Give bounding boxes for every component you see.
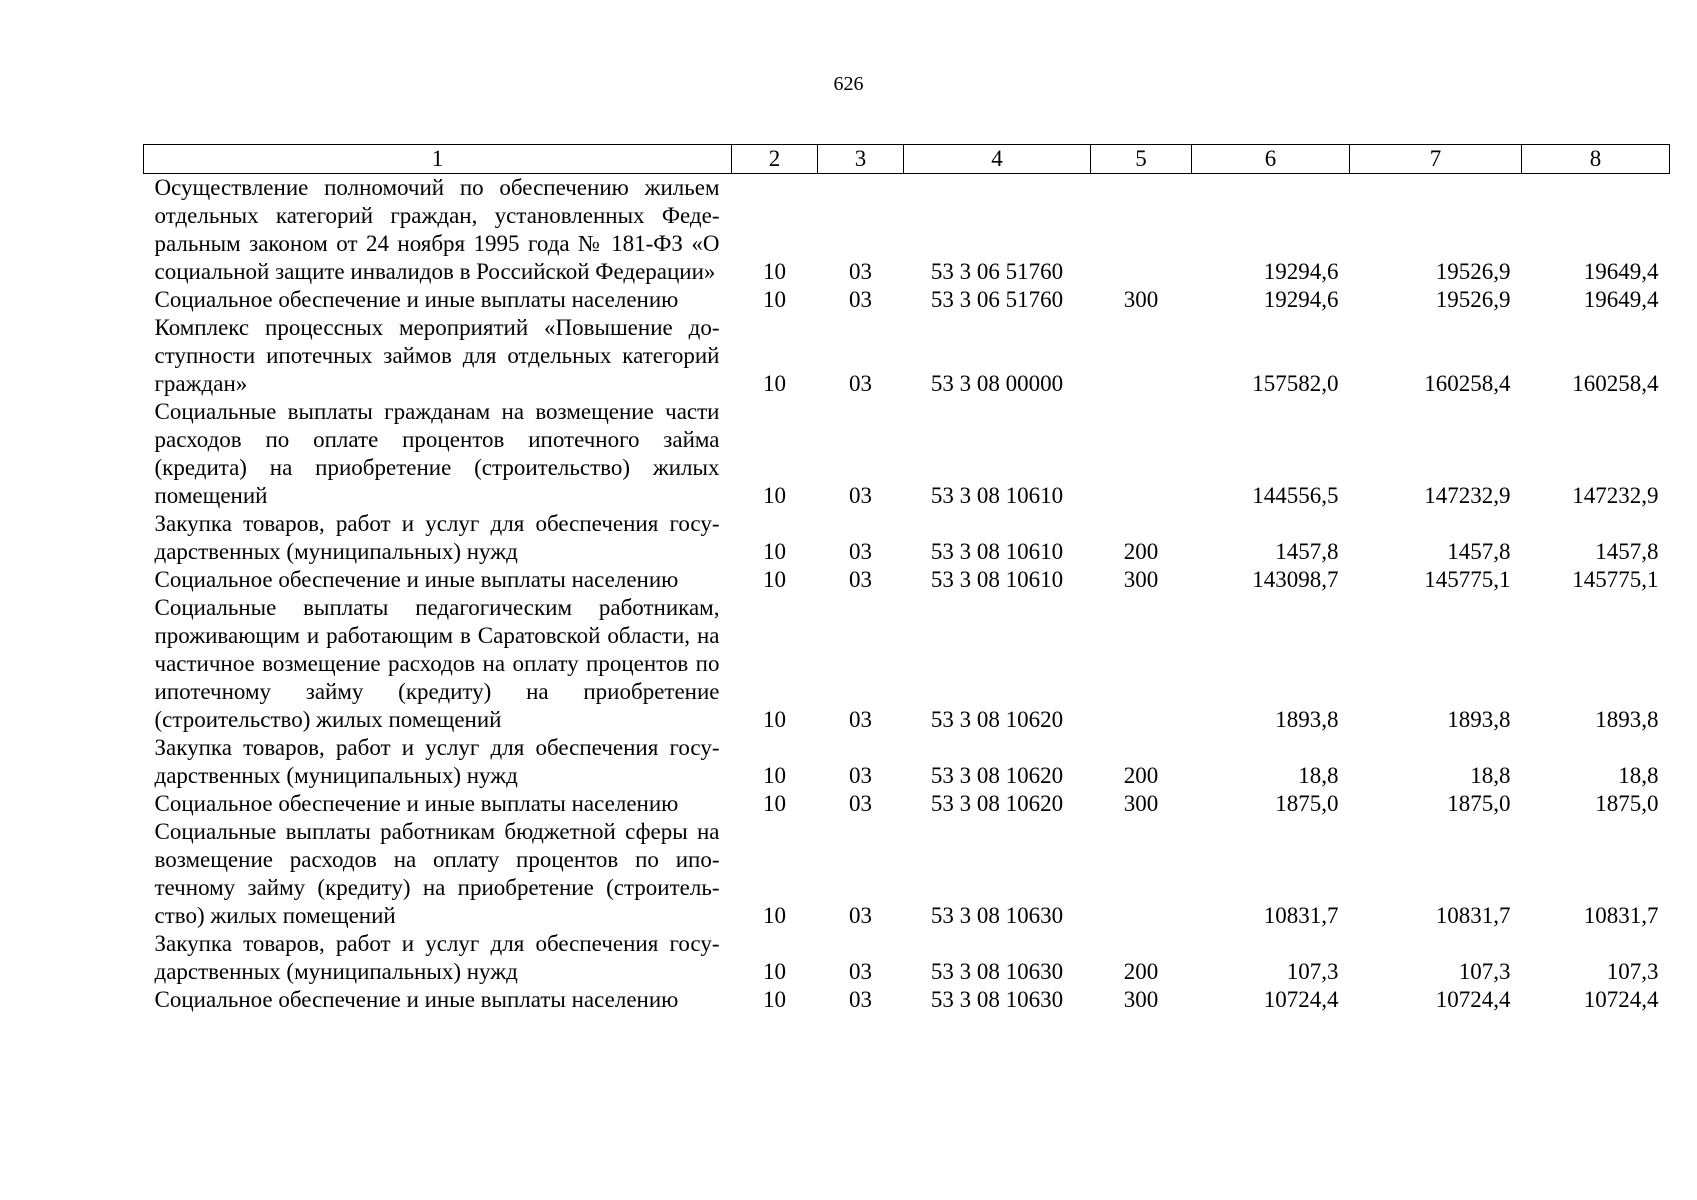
table-row — [144, 398, 1670, 510]
amount-year-1: 144556,5 — [1252, 483, 1339, 508]
amount-year-3: 160258,4 — [1572, 371, 1659, 396]
subsection-code: 03 — [849, 539, 872, 564]
table-row — [144, 286, 1670, 314]
expense-type-code: 300 — [1123, 791, 1159, 816]
amount-year-2: 1893,8 — [1447, 707, 1511, 732]
amount-year-3: 19649,4 — [1583, 259, 1659, 284]
amount-year-2: 10831,7 — [1435, 903, 1511, 928]
target-article-code: 53 3 06 51760 — [930, 287, 1064, 312]
row-name: Социальное обеспечение и иные выплаты населению — [154, 791, 679, 816]
amount-year-2: 145775,1 — [1424, 567, 1511, 592]
row-name: Социальные выплаты работникам бюджетной сферы на возмещение расходов на оплату процентов по ипотечному займу (кредиту) на приобретение (строительство) жилых помещений — [154, 819, 720, 928]
target-article-code: 53 3 08 00000 — [930, 371, 1064, 396]
amount-year-1: 107,3 — [1286, 959, 1339, 984]
amount-year-1: 1893,8 — [1275, 707, 1339, 732]
table-row — [144, 594, 1670, 734]
row-name: Закупка товаров, работ и услуг для обеспечения государственных (муниципальных) нужд — [154, 511, 720, 564]
amount-year-2: 18,8 — [1470, 763, 1511, 788]
row-name: Социальное обеспечение и иные выплаты населению — [154, 567, 679, 592]
row-name: Закупка товаров, работ и услуг для обеспечения государственных (муниципальных) нужд — [154, 735, 720, 788]
table-row — [144, 790, 1670, 818]
subsection-code: 03 — [849, 567, 872, 592]
column-header: 8 — [1522, 145, 1670, 174]
table-body — [144, 174, 1670, 1015]
target-article-code: 53 3 08 10610 — [930, 539, 1064, 564]
subsection-code: 03 — [849, 371, 872, 396]
section-code: 10 — [763, 987, 786, 1012]
subsection-code: 03 — [849, 259, 872, 284]
target-article-code: 53 3 08 10610 — [930, 567, 1064, 592]
row-name: Комплекс процессных мероприятий «Повышение доступности ипотечных займов для отдельных категорий граждан» — [154, 315, 720, 396]
column-header: 7 — [1350, 145, 1522, 174]
subsection-code: 03 — [849, 791, 872, 816]
amount-year-3: 147232,9 — [1572, 483, 1659, 508]
table-row — [144, 986, 1670, 1014]
amount-year-1: 143098,7 — [1252, 567, 1339, 592]
section-code: 10 — [763, 371, 786, 396]
amount-year-1: 10724,4 — [1263, 987, 1339, 1012]
header-row — [144, 145, 1670, 174]
amount-year-2: 19526,9 — [1435, 259, 1511, 284]
amount-year-1: 19294,6 — [1263, 259, 1339, 284]
section-code: 10 — [763, 287, 786, 312]
section-code: 10 — [763, 483, 786, 508]
amount-year-3: 10724,4 — [1583, 987, 1659, 1012]
subsection-code: 03 — [849, 483, 872, 508]
budget-table — [143, 144, 1670, 1014]
expense-type-code: 300 — [1123, 567, 1159, 592]
column-header: 4 — [904, 145, 1091, 174]
expense-type-code — [1091, 314, 1192, 398]
row-name: Закупка товаров, работ и услуг для обеспечения государственных (муниципальных) нужд — [154, 931, 720, 984]
subsection-code: 03 — [849, 903, 872, 928]
amount-year-2: 147232,9 — [1424, 483, 1511, 508]
amount-year-1: 19294,6 — [1263, 287, 1339, 312]
expense-type-code: 200 — [1123, 539, 1159, 564]
table-row — [144, 818, 1670, 930]
amount-year-1: 18,8 — [1298, 763, 1339, 788]
target-article-code: 53 3 08 10620 — [930, 763, 1064, 788]
amount-year-3: 145775,1 — [1572, 567, 1659, 592]
target-article-code: 53 3 08 10630 — [930, 987, 1064, 1012]
amount-year-2: 160258,4 — [1424, 371, 1511, 396]
amount-year-1: 1875,0 — [1275, 791, 1339, 816]
amount-year-2: 10724,4 — [1435, 987, 1511, 1012]
expense-type-code: 200 — [1123, 959, 1159, 984]
table-row — [144, 930, 1670, 986]
amount-year-2: 1875,0 — [1447, 791, 1511, 816]
section-code: 10 — [763, 763, 786, 788]
amount-year-3: 18,8 — [1618, 763, 1659, 788]
row-name: Социальное обеспечение и иные выплаты населению — [154, 987, 679, 1012]
section-code: 10 — [763, 903, 786, 928]
target-article-code: 53 3 06 51760 — [930, 259, 1064, 284]
expense-type-code — [1091, 818, 1192, 930]
table-row — [144, 314, 1670, 398]
amount-year-2: 19526,9 — [1435, 287, 1511, 312]
subsection-code: 03 — [849, 987, 872, 1012]
amount-year-3: 1875,0 — [1595, 791, 1659, 816]
column-header: 3 — [818, 145, 904, 174]
amount-year-2: 107,3 — [1458, 959, 1511, 984]
amount-year-3: 19649,4 — [1583, 287, 1659, 312]
amount-year-3: 10831,7 — [1583, 903, 1659, 928]
subsection-code: 03 — [849, 287, 872, 312]
row-name: Социальные выплаты педагогическим работникам, проживающим и работающим в Саратовской области, на частичное возмещение расходов на оплату процентов по ипотечному займу (кредиту) на приобретение (строительство) жилых помещений — [154, 595, 720, 732]
section-code: 10 — [763, 791, 786, 816]
amount-year-2: 1457,8 — [1447, 539, 1511, 564]
amount-year-3: 1893,8 — [1595, 707, 1659, 732]
expense-type-code: 300 — [1123, 287, 1159, 312]
target-article-code: 53 3 08 10630 — [930, 903, 1064, 928]
expense-type-code — [1091, 594, 1192, 734]
amount-year-3: 107,3 — [1606, 959, 1659, 984]
column-header: 5 — [1091, 145, 1192, 174]
expense-type-code: 300 — [1123, 987, 1159, 1012]
subsection-code: 03 — [849, 959, 872, 984]
row-name: Социальное обеспечение и иные выплаты населению — [154, 287, 679, 312]
subsection-code: 03 — [849, 707, 872, 732]
amount-year-1: 157582,0 — [1252, 371, 1339, 396]
column-header: 6 — [1192, 145, 1350, 174]
page-number: 626 — [833, 73, 864, 95]
target-article-code: 53 3 08 10620 — [930, 791, 1064, 816]
table-row — [144, 174, 1670, 287]
table-row — [144, 566, 1670, 594]
amount-year-3: 1457,8 — [1595, 539, 1659, 564]
column-header: 1 — [144, 145, 732, 174]
column-header: 2 — [732, 145, 818, 174]
section-code: 10 — [763, 259, 786, 284]
expense-type-code — [1091, 398, 1192, 510]
subsection-code: 03 — [849, 763, 872, 788]
section-code: 10 — [763, 959, 786, 984]
table-row — [144, 734, 1670, 790]
amount-year-1: 1457,8 — [1275, 539, 1339, 564]
expense-type-code: 200 — [1123, 763, 1159, 788]
target-article-code: 53 3 08 10620 — [930, 707, 1064, 732]
target-article-code: 53 3 08 10610 — [930, 483, 1064, 508]
amount-year-1: 10831,7 — [1263, 903, 1339, 928]
row-name: Осуществление полномочий по обеспечению жильем отдельных категорий граждан, установленных Федеральным законом от 24 ноября 1995 года № 181-ФЗ «О социальной защите инвалидов в Российской Федерации» — [154, 175, 720, 284]
section-code: 10 — [763, 539, 786, 564]
expense-type-code — [1091, 174, 1192, 287]
row-name: Социальные выплаты гражданам на возмещение части расходов по оплате процентов ипотечного займа (кредита) на приобретение (строительство) жилых помещений — [154, 399, 720, 508]
section-code: 10 — [763, 567, 786, 592]
section-code: 10 — [763, 707, 786, 732]
target-article-code: 53 3 08 10630 — [930, 959, 1064, 984]
table-row — [144, 510, 1670, 566]
